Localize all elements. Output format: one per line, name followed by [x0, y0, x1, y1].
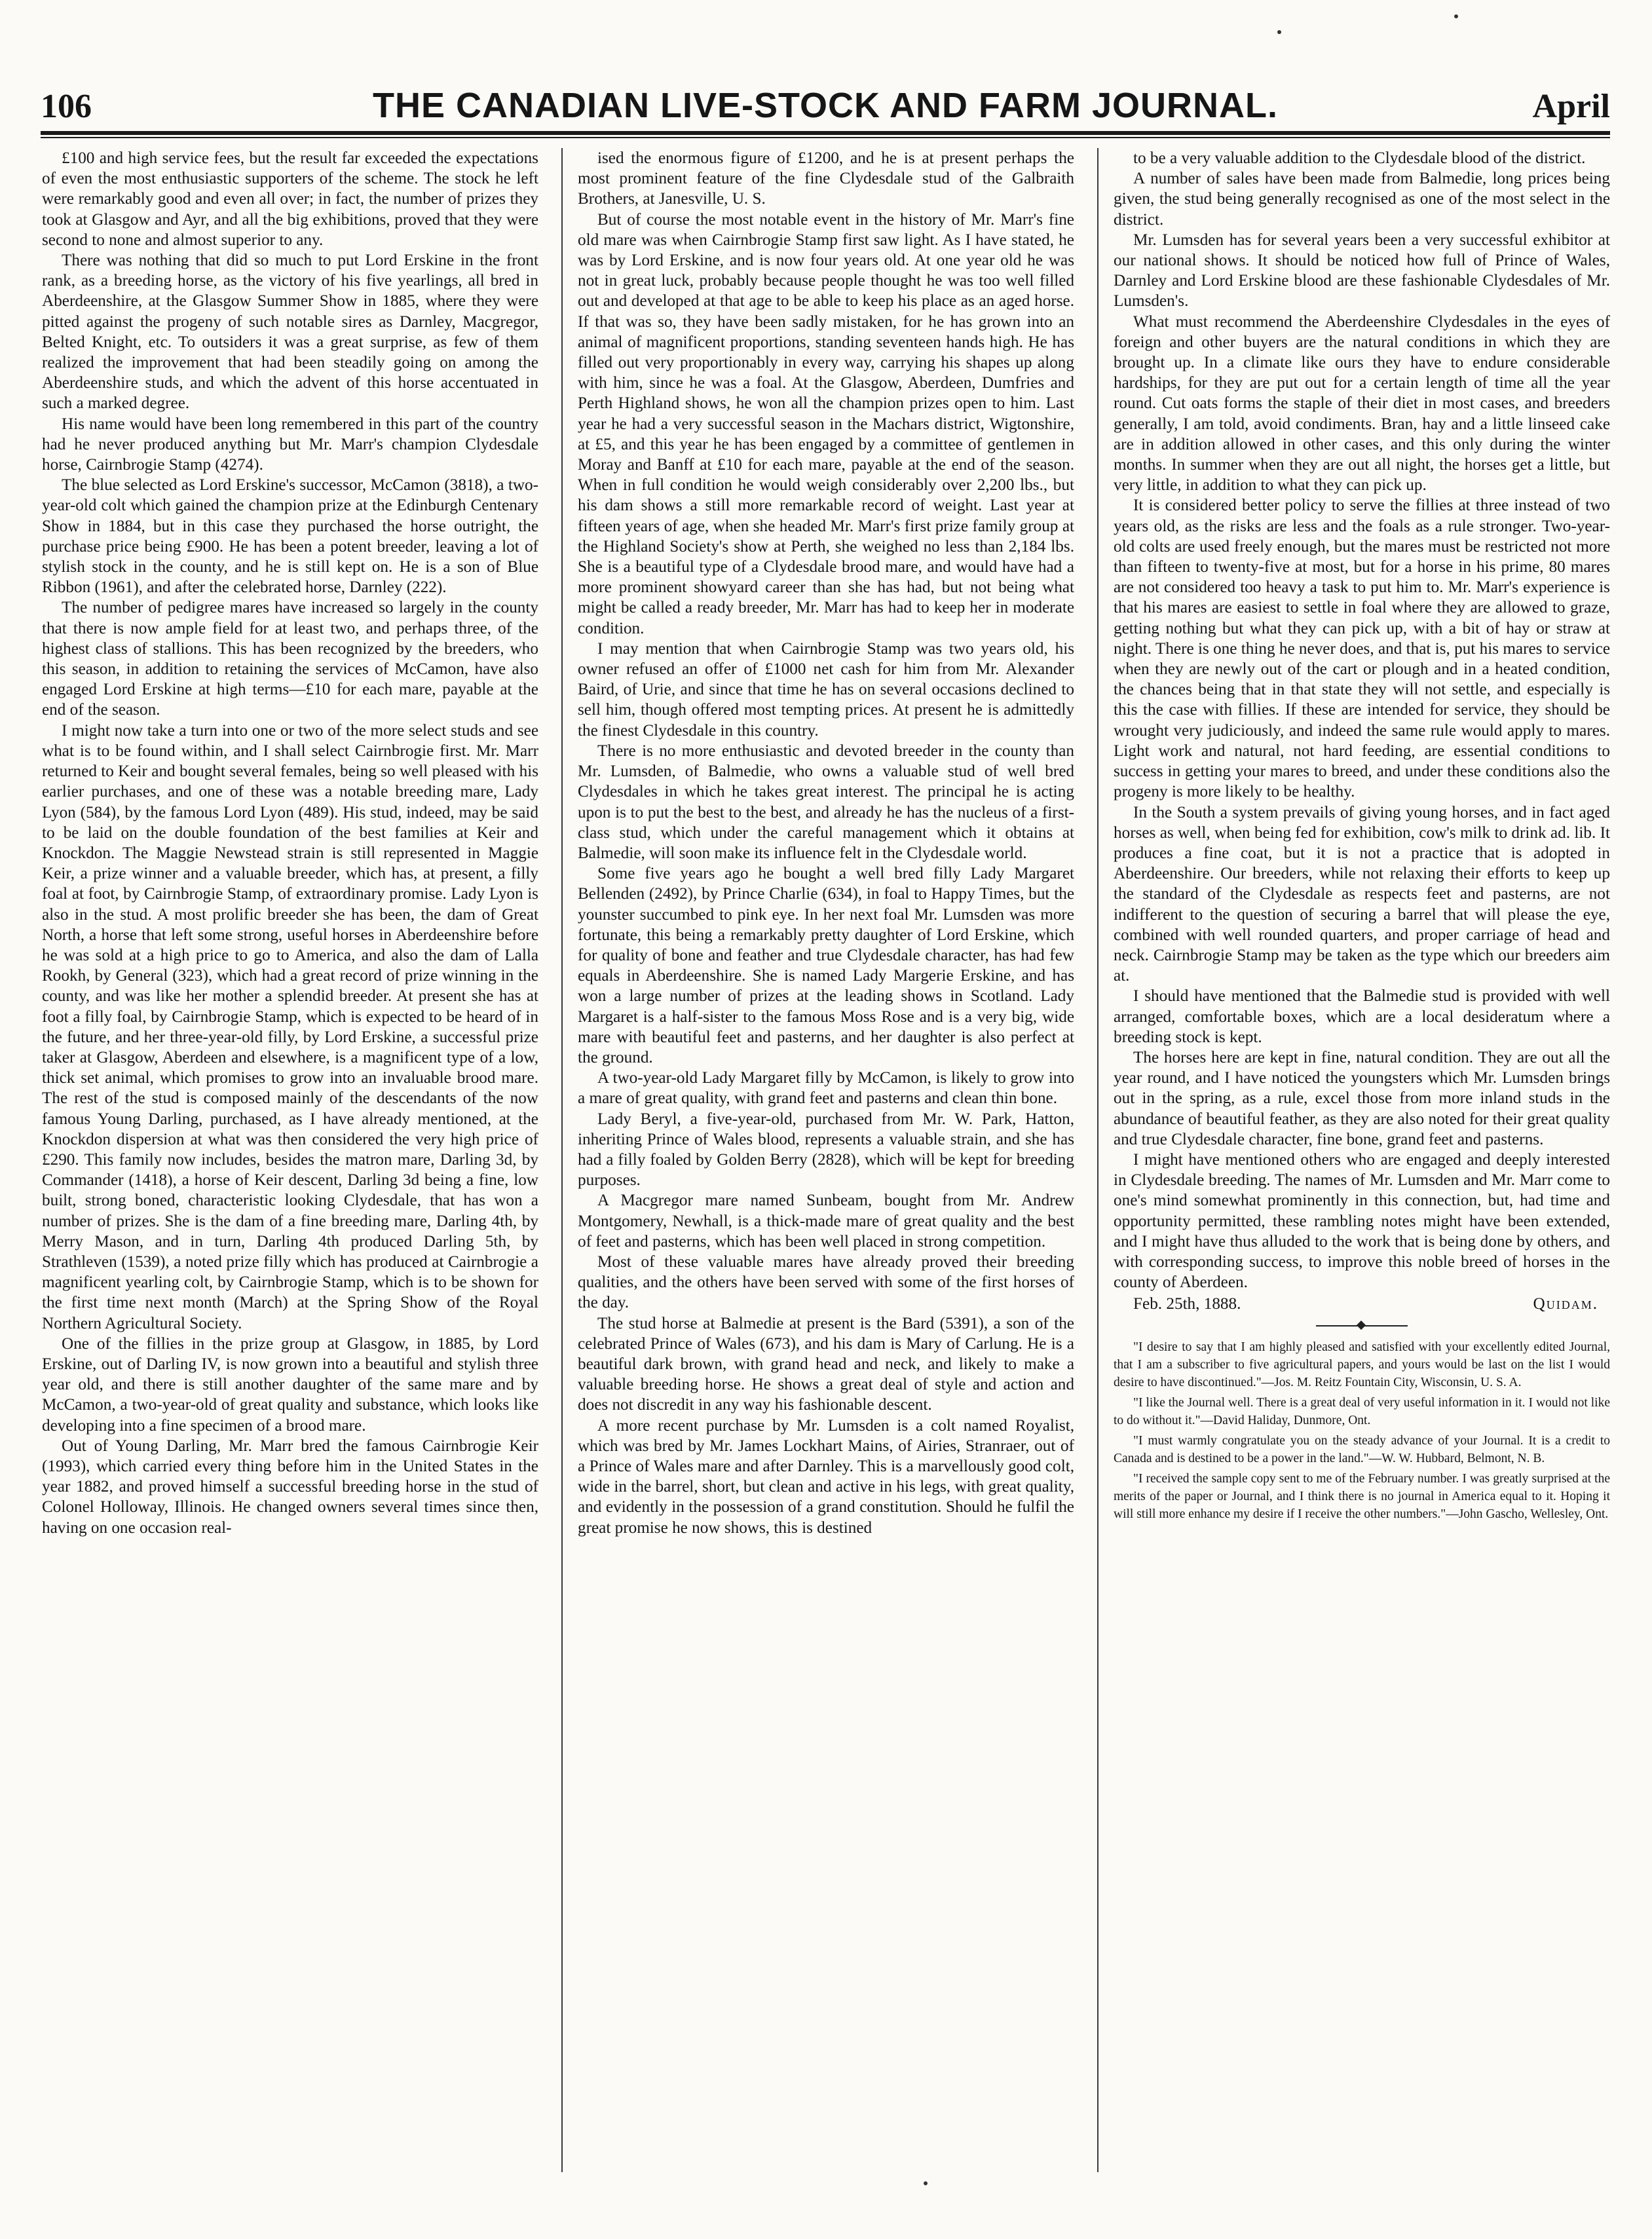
paragraph: But of course the most notable event in the history of Mr. Marr's fine old mare was when Cairnbrogie Stamp first saw light. As I have stated, he was by Lord Erskine, and is now four years old. At one year old he was not in great luck, probably because people thought he was too well filled out and developed at that age to be able to keep his place as an aged horse. If that was so, they have been sadly mistaken, for he has grown into an animal of magnificent proportions, standing seventeen hands high. He has filled out very proportionably in every way, carrying his shapes up along with him, since he was a foal. At the Glasgow, Aberdeen, Dumfries and Perth Highland shows, he won all the champion prizes open to him. Last year he had a very successful season in the Machars district, Wigtonshire, at £5, and this year he has been engaged by a committee of gentlemen in Moray and Banff at £10 for each mare, payable at the end of the season. When in full condition he would weigh considerably over 2,200 lbs., but his dam shows a still more remarkable record of weight. Last year at fifteen years of age, when she headed Mr. Marr's first prize family group at the Highland Society's show at Perth, she weighed no less than 2,184 lbs. She is a beautiful type of a Clydesdale brood mare, and would have had a more prominent showyard career than she has had, but not being what might be called a ready breeder, Mr. Marr has had to keep her in moderate condition.: [578, 210, 1074, 637]
paragraph: One of the fillies in the prize group at Glasgow, in 1885, by Lord Erskine, out of Darling IV, is now grown into a beautiful and stylish three year old, and there is still another daughter of the same mare and by McCamon, a two-year-old of great quality and substance, which looks like developing into a fine specimen of a brood mare.: [42, 1334, 538, 1435]
column-divider: [1097, 148, 1098, 2172]
paragraph: It is considered better policy to serve the fillies at three instead of two years old, as the risks are less and the foals as a rule stronger. Two-year-old colts are used freely enough, but the mares must be restricted not more than fifteen to twenty-five at most, but for a horse in his prime, 80 mares are not considered too heavy a task to put him to. Mr. Marr's experience is that his mares are easiest to settle in foal where they are allowed to graze, getting nothing but what they can pick up, with a bit of hay or straw at night. There is one thing he never does, and that is, put his mares to service when they are newly out of the cart or plough and in a heated condition, the chances being that in that state they will not settle, and especially is this the case with fillies. If these are intended for service, they should be wrought very judiciously, and indeed the same rule would apply to mares. Light work and natural, not hard feeding, are essential conditions to success in getting your mares to breed, and under these conditions also the progeny is more likely to be healthy.: [1114, 497, 1610, 801]
paragraph: There is no more enthusiastic and devoted breeder in the county than Mr. Lumsden, of Balmedie, who owns a valuable stud of well bred Clydesdales in which he takes great interest. The principal he is acting upon is to put the best to the best, and already he has the nucleus of a first-class stud, which under the careful management which it obtains at Balmedie, will soon make its influence felt in the Clydesdale world.: [578, 742, 1074, 862]
testimonial: "I must warmly congratulate you on the steady advance of your Journal. It is a credit to Canada and is destined to be a power in the land."—W. W. Hubbard, Belmont, N. B.: [1114, 1433, 1610, 1465]
article-signoff: [1114, 1294, 1610, 1314]
paragraph: I should have mentioned that the Balmedie stud is provided with well arranged, comfortable boxes, which are a local desideratum where a breeding stock is kept.: [1114, 987, 1610, 1046]
paragraph: The number of pedigree mares have increased so largely in the county that there is now ample field for at least two, and perhaps three, of the highest class of stallions. This has been recognized by the breeders, who this season, in addition to retaining the services of McCamon, have also engaged Lord Erskine at high terms—£10 for each mare, payable at the end of the season.: [42, 599, 538, 719]
paragraph: The stud horse at Balmedie at present is the Bard (5391), a son of the celebrated Prince of Wales (673), and his dam is Mary of Carlung. He is a beautiful dark brown, with grand head and neck, and likely to make a valuable breeding horse. He shows a great deal of style and action and does not discredit in any way his fashionable descent.: [578, 1314, 1074, 1414]
page-header: [41, 63, 1610, 126]
paragraph: The horses here are kept in fine, natural condition. They are out all the year round, and I have noticed the youngsters which Mr. Lumsden brings out in the spring, as a rule, excel those from more inland studs in the abundance of beautiful feather, as they are also noted for their great quality and true Clydesdale character, fine bone, grand feet and pasterns.: [1114, 1048, 1610, 1148]
print-speck: [924, 2181, 928, 2185]
journal-title: THE CANADIAN LIVE-STOCK AND FARM JOURNAL.: [372, 86, 1278, 125]
paragraph: Mr. Lumsden has for several years been a very successful exhibitor at our national shows. It should be noticed how full of Prince of Wales, Darnley and Lord Erskine blood are these fashionable Clydesdales of Mr. Lumsden's.: [1114, 231, 1610, 310]
header-rule-thin: [41, 137, 1610, 138]
article-column-2: [578, 148, 1074, 2179]
reader-testimonials: [1114, 1338, 1610, 1523]
print-speck: [1277, 30, 1281, 34]
paragraph: ised the enormous figure of £1200, and he is at present perhaps the most prominent feature of the fine Clydesdale stud of the Galbraith Brothers, at Janesville, U. S.: [578, 149, 1074, 208]
paragraph: £100 and high service fees, but the result far exceeded the expectations of even the most enthusiastic supporters of the scheme. The stock he left were remarkably good and even all over; in fact, the number of prizes they took at Glasgow and Ayr, and all the big exhibitions, proved that they were second to none and almost superior to any.: [42, 149, 538, 249]
paragraph: The blue selected as Lord Erskine's successor, McCamon (3818), a two-year-old colt which gained the champion prize at the Edinburgh Centenary Show in 1884, but in this case they purchased the horse outright, the purchase price being £900. He has been a potent breeder, leaving a lot of stylish stock in the county, and he is still kept on. He is a son of Blue Ribbon (1961), and after the celebrated horse, Darnley (222).: [42, 476, 538, 597]
paragraph: I might have mentioned others who are engaged and deeply interested in Clydesdale breeding. The names of Mr. Lumsden and Mr. Marr come to one's mind somewhat prominently in this connection, but, had time and opportunity permitted, these rambling notes might have been extended, and I might have thus alluded to the work that is being done by others, and with corresponding success, to improve this noble breed of horses in the county of Aberdeen.: [1114, 1150, 1610, 1292]
print-speck: [1454, 14, 1458, 18]
paragraph: I may mention that when Cairnbrogie Stamp was two years old, his owner refused an offer of £1000 net cash for him from Mr. Alexander Baird, of Urie, and since that time he has on several occasions declined to sell him, though offered most tempting prices. At present he is admittedly the finest Clydesdale in this country.: [578, 639, 1074, 740]
article-column-3: [1114, 148, 1610, 2179]
testimonial: "I received the sample copy sent to me of the February number. I was greatly surprised at the merits of the paper or Journal, and I think there is no journal in America equal to it. Hoping it will still more enhance my desire if I receive the other numbers."—John Gascho, Wellesley, Ont.: [1114, 1471, 1610, 1521]
signoff-date: Feb. 25th, 1888.: [1133, 1295, 1241, 1313]
paragraph: I might now take a turn into one or two of the more select studs and see what is to be found within, and I shall select Cairnbrogie first. Mr. Marr returned to Keir and bought several females, being so well pleased with his earlier purchases, and one of these was a notable breeding mare, Lady Lyon (584), by the famous Lord Lyon (489). His stud, indeed, may be said to be laid on the double foundation of the best families at Keir and Knockdon. The Maggie Newstead strain is still represented in Maggie Keir, a prize winner and a valuable breeder, which has, at present, a filly foal at foot, by Cairnbrogie Stamp, of extraordinary promise. Lady Lyon is also in the stud. A most prolific breeder she has been, the dam of Great North, a horse that left some strong, useful horses in Aberdeenshire before he was sold at a high price to go to America, and also the dam of Lalla Rookh, by General (323), which had a great record of prize winning in the county, and was like her mother a splendid breeder. At present she has at foot a filly foal, by Cairnbrogie Stamp, which is expected to be heard of in the future, and her three-year-old filly, by Lord Erskine, a successful prize taker at Glasgow, Aberdeen and elsewhere, is a magnificent type of a low, thick set animal, which promises to grow into an invaluable brood mare. The rest of the stud is composed mainly of the descendants of the now famous Young Darling, purchased, as I have already mentioned, at the Knockdon dispersion at what was then considered the very high price of £290. This family now includes, besides the matron mare, Darling 3d, by Commander (1418), a horse of Keir descent, Darling 3d being a fine, low built, strong boned, characteristic looking Clydesdale, that has won a number of prizes. She is the dam of a fine breeding mare, Darling 4th, by Merry Mason, and in turn, Darling 4th produced Darling 5th, by Strathleven (1539), a noted prize filly which has produced at Cairnbrogie a magnificent yearling colt, by Cairnbrogie Stamp, which is to be shown for the first time next month (March) at the Spring Show of the Royal Northern Agricultural Society.: [42, 721, 538, 1332]
paragraph: His name would have been long remembered in this part of the country had he never produced anything but Mr. Marr's champion Clydesdale horse, Cairnbrogie Stamp (4274).: [42, 415, 538, 474]
paragraph: What must recommend the Aberdeenshire Clydesdales in the eyes of foreign and other buyers are the natural conditions in which they are brought up. In a climate like ours they have to endure considerable hardships, for they are put out for a certain length of time all the year round. Cut oats forms the staple of their diet in most cases, and breeders generally, I am told, avoid condiments. Bran, hay and a little linseed cake are in addition allowed in other cases, and this only during the winter months. In summer when they are out all night, the horses get a little, but very little, in addition to what they can pick up.: [1114, 312, 1610, 495]
testimonial: "I like the Journal well. There is a great deal of very useful information in it. I would not like to do without it."—David Haliday, Dunmore, Ont.: [1114, 1395, 1610, 1427]
issue-month: April: [1532, 88, 1610, 125]
paragraph: Lady Beryl, a five-year-old, purchased from Mr. W. Park, Hatton, inheriting Prince of Wales blood, represents a valuable strain, and she has had a filly foaled by Golden Berry (2828), which will be kept for breeding purposes.: [578, 1110, 1074, 1190]
section-divider: [1316, 1325, 1408, 1326]
paragraph: In the South a system prevails of giving young horses, and in fact aged horses as well, when being fed for exhibition, cow's milk to drink ad. lib. It produces a fine coat, but it is not a practice that is adopted in Aberdeenshire. Our breeders, while not relaxing their efforts to keep up the standard of the Clydesdale as respects feet and pasterns, are not indifferent to the question of securing a barrel that will please the eye, combined with well rounded quarters, and proper carriage of head and neck. Cairnbrogie Stamp may be taken as the type which our breeders aim at.: [1114, 803, 1610, 985]
author-signature: Quidam.: [1533, 1295, 1598, 1313]
paragraph: Some five years ago he bought a well bred filly Lady Margaret Bellenden (2492), by Prince Charlie (634), in foal to Happy Times, but the younster succumbed to pink eye. In her next foal Mr. Lumsden was more fortunate, this being a remarkably pretty daughter of Lord Erskine, which for quality of bone and feather and true Clydesdale character, has had few equals in Aberdeenshire. She is named Lady Margerie Erskine, and has won a large number of prizes at the leading shows in Scotland. Lady Margaret is a half-sister to the famous Moss Rose and is a very big, wide mare with beautiful feet and pasterns, and her daughter is also perfect at the ground.: [578, 865, 1074, 1066]
paragraph: A Macgregor mare named Sunbeam, bought from Mr. Andrew Montgomery, Newhall, is a thick-made mare of great quality and the best of feet and pasterns, which has been well placed in strong competition.: [578, 1192, 1074, 1251]
paragraph: A two-year-old Lady Margaret filly by McCamon, is likely to grow into a mare of great quality, with grand feet and pasterns and clean thin bone.: [578, 1069, 1074, 1108]
paragraph: There was nothing that did so much to put Lord Erskine in the front rank, as a breeding horse, as the victory of his five yearlings, all bred in Aberdeenshire, at the Glasgow Summer Show in 1885, where they were pitted against the progeny of such notable sires as Darnley, Macgregor, Belted Knight, etc. To outsiders it was a great surprise, as few of them realized the improvement that had been steadily going on among the Aberdeenshire studs, and which the advent of this horse accentuated in such a marked degree.: [42, 252, 538, 413]
paragraph: Most of these valuable mares have already proved their breeding qualities, and the others have been served with some of the first horses of the day.: [578, 1252, 1074, 1312]
header-rule: [41, 131, 1610, 135]
page-number: 106: [41, 88, 92, 125]
testimonial: "I desire to say that I am highly pleased and satisfied with your excellently edited Journal, that I am a subscriber to five agricultural papers, and yours would be last on the list I would desire to have discontinued."—Jos. M. Reitz Fountain City, Wisconsin, U. S. A.: [1114, 1340, 1610, 1389]
paragraph: A number of sales have been made from Balmedie, long prices being given, the stud being generally recognised as one of the most select in the district.: [1114, 170, 1610, 229]
article-column-1: [42, 148, 538, 2179]
paragraph: A more recent purchase by Mr. Lumsden is a colt named Royalist, which was bred by Mr. James Lockhart Mains, of Airies, Stranraer, out of a Prince of Wales mare and after Darnley. This is a marvellously good colt, wide in the barrel, short, but clean and active in his legs, with great quality, and evidently in the possession of a grand constitution. Should he fulfil the great promise he now shows, this is destined: [578, 1416, 1074, 1537]
paragraph: Out of Young Darling, Mr. Marr bred the famous Cairnbrogie Keir (1993), which carried every thing before him in the United States in the year 1882, and proved himself a successful breeding horse in the stud of Colonel Holloway, Illinois. He changed owners several times since then, having on one occasion real-: [42, 1437, 538, 1537]
paragraph: to be a very valuable addition to the Clydesdale blood of the district.: [1133, 149, 1586, 167]
column-divider: [561, 148, 563, 2172]
